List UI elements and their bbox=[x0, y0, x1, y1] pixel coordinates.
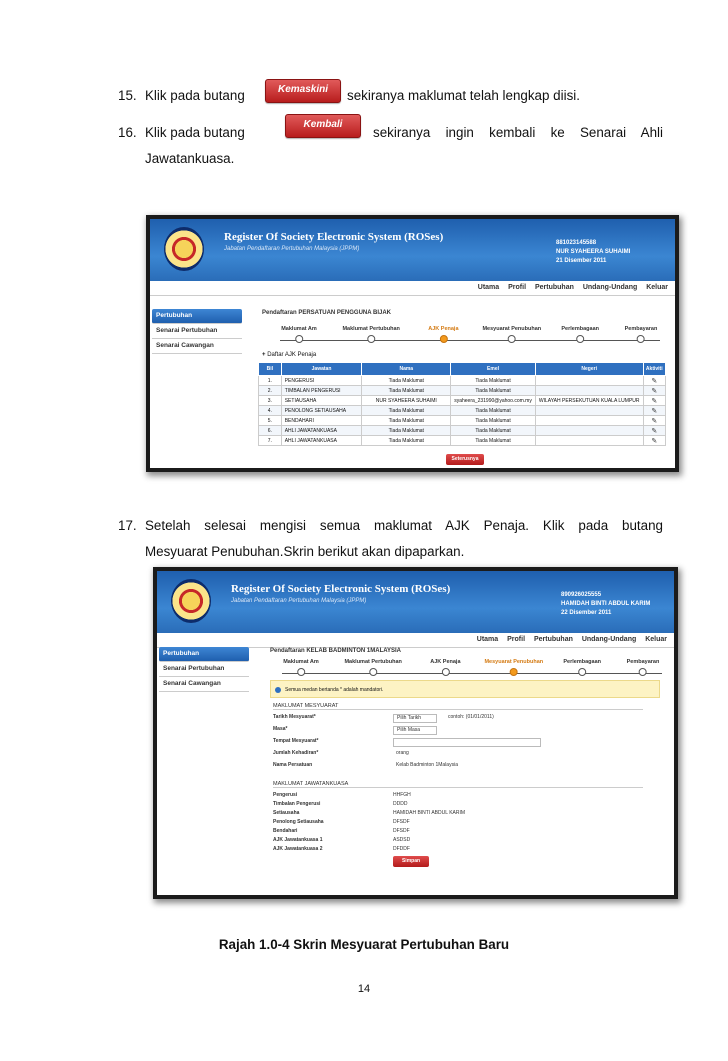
sidebar bbox=[159, 647, 249, 692]
col-nama: Nama bbox=[362, 363, 451, 376]
site-subtitle: Jabatan Pendaftaran Pertubuhan Malaysia (JPPM) bbox=[224, 246, 360, 252]
table-cell bbox=[535, 376, 643, 386]
committee-label: AJK Jawatankuasa 2 bbox=[273, 846, 323, 852]
table-row bbox=[259, 396, 666, 406]
table-cell: 4. bbox=[259, 406, 282, 416]
table-cell: PENOLONG SETIAUSAHA bbox=[281, 406, 362, 416]
step-dot bbox=[508, 335, 516, 343]
table-cell: TIMBALAN PENGERUSI bbox=[281, 386, 362, 396]
table-row bbox=[259, 416, 666, 426]
sidebar-item-senarai-pertubuhan[interactable]: Senarai Pertubuhan bbox=[152, 324, 242, 339]
table-cell bbox=[535, 436, 643, 446]
field-label: Tarikh Mesyuarat* bbox=[273, 714, 316, 720]
tab-pembayaran[interactable] bbox=[627, 659, 660, 676]
edit-icon[interactable]: ✎ bbox=[643, 376, 665, 386]
table-cell bbox=[535, 406, 643, 416]
site-title: Register Of Society Electronic System (ROSes) bbox=[231, 583, 451, 595]
menu-pertubuhan[interactable]: Pertubuhan bbox=[534, 284, 574, 291]
site-subtitle: Jabatan Pendaftaran Pertubuhan Malaysia (JPPM) bbox=[231, 598, 367, 604]
figure-caption: Rajah 1.0-4 Skrin Mesyuarat Pertubuhan Baru bbox=[218, 937, 510, 952]
table-cell: Tiada Maklumat bbox=[362, 386, 451, 396]
jppm-logo bbox=[164, 227, 204, 271]
tab-mesyuarat-penubuhan[interactable] bbox=[484, 659, 543, 676]
tab-label: Perlembagaan bbox=[563, 659, 601, 665]
seterusnya-button[interactable]: Seterusnya bbox=[446, 454, 484, 465]
field-label: Masa* bbox=[273, 726, 288, 732]
committee-label: Pengerusi bbox=[273, 792, 298, 798]
committee-row bbox=[273, 846, 643, 854]
tab-ajk-penaja[interactable] bbox=[428, 326, 458, 343]
field-input[interactable]: Kelab Badminton 1Malaysia bbox=[396, 762, 458, 768]
wizard-line bbox=[280, 340, 660, 341]
edit-icon[interactable]: ✎ bbox=[643, 426, 665, 436]
step-text: Setelah selesai mengisi semua maklumat AJK Penaja. Klik pada butang bbox=[145, 518, 663, 533]
menu-profil[interactable]: Profil bbox=[507, 636, 526, 643]
tab-maklumat-am[interactable] bbox=[283, 659, 319, 676]
step-number: 15. bbox=[118, 88, 137, 103]
col-negeri: Negeri bbox=[535, 363, 643, 376]
step-dot bbox=[639, 668, 647, 676]
committee-row bbox=[273, 792, 643, 800]
table-row bbox=[259, 406, 666, 416]
col-jawatan: Jawatan bbox=[281, 363, 362, 376]
page-number: 14 bbox=[357, 983, 371, 995]
table-cell: 3. bbox=[259, 396, 282, 406]
form-row bbox=[273, 726, 643, 734]
step-text: Klik pada butang bbox=[145, 125, 245, 140]
sidebar-item-pertubuhan[interactable]: Pertubuhan bbox=[152, 309, 242, 324]
committee-value: HHFGH bbox=[393, 792, 411, 798]
edit-icon[interactable]: ✎ bbox=[643, 386, 665, 396]
table-cell: Tiada Maklumat bbox=[451, 376, 536, 386]
tab-mesyuarat-penubuhan[interactable] bbox=[482, 326, 541, 343]
committee-value: DFDDF bbox=[393, 846, 410, 852]
step-dot bbox=[297, 668, 305, 676]
user-id: 890926025555 bbox=[561, 592, 602, 598]
section-maklumat-jawatankuasa: MAKLUMAT JAWATANKUASA bbox=[273, 781, 643, 788]
committee-row bbox=[273, 801, 643, 809]
sidebar-item-senarai-pertubuhan[interactable]: Senarai Pertubuhan bbox=[159, 662, 249, 677]
tab-label: Maklumat Am bbox=[281, 326, 317, 332]
table-cell: Tiada Maklumat bbox=[451, 426, 536, 436]
menu-utama[interactable]: Utama bbox=[476, 636, 499, 643]
form-row bbox=[273, 714, 643, 722]
table-row bbox=[259, 436, 666, 446]
tab-maklumat-am[interactable] bbox=[281, 326, 317, 343]
edit-icon[interactable]: ✎ bbox=[643, 436, 665, 446]
user-date: 22 Disember 2011 bbox=[561, 610, 612, 616]
table-cell: Tiada Maklumat bbox=[451, 436, 536, 446]
step-dot bbox=[637, 335, 645, 343]
screenshot-ajk-penaja bbox=[150, 219, 675, 468]
menu-utama[interactable]: Utama bbox=[477, 284, 500, 291]
step-17-line1 bbox=[118, 513, 663, 539]
edit-icon[interactable]: ✎ bbox=[643, 396, 665, 406]
plus-icon: + bbox=[262, 352, 266, 358]
col-bil: Bil bbox=[259, 363, 282, 376]
table-cell: 6. bbox=[259, 426, 282, 436]
user-date: 21 Disember 2011 bbox=[556, 258, 607, 264]
menu-keluar[interactable]: Keluar bbox=[645, 636, 667, 643]
tab-label: AJK Penaja bbox=[430, 659, 461, 665]
step-16-line2: Jawatankuasa. bbox=[145, 151, 235, 166]
sidebar-item-senarai-cawangan[interactable]: Senarai Cawangan bbox=[152, 339, 242, 354]
table-cell: AHLI JAWATANKUASA bbox=[281, 436, 362, 446]
tab-maklumat-pertubuhan[interactable] bbox=[342, 326, 399, 343]
table-cell: BENDAHARI bbox=[281, 416, 362, 426]
user-name: NUR SYAHEERA SUHAIMI bbox=[556, 249, 631, 255]
table-cell: 5. bbox=[259, 416, 282, 426]
user-id: 881023145588 bbox=[556, 240, 597, 246]
table-cell: Tiada Maklumat bbox=[451, 386, 536, 396]
wizard-steps bbox=[282, 659, 662, 679]
step-dot bbox=[576, 335, 584, 343]
tab-pembayaran[interactable] bbox=[625, 326, 658, 343]
panel-title: Pendaftaran PERSATUAN PENGGUNA BIJAK bbox=[262, 310, 392, 316]
notice-box bbox=[270, 680, 660, 698]
kemaskini-button-image: Kemaskini bbox=[265, 79, 341, 103]
top-menu bbox=[157, 633, 674, 648]
edit-icon[interactable]: ✎ bbox=[643, 406, 665, 416]
menu-keluar[interactable]: Keluar bbox=[646, 284, 668, 291]
add-ajk-label: Daftar AJK Penaja bbox=[267, 352, 317, 358]
step-number: 16. bbox=[118, 125, 137, 140]
step-dot bbox=[295, 335, 303, 343]
table-cell: 7. bbox=[259, 436, 282, 446]
ajk-table bbox=[258, 362, 666, 446]
table-cell: PENGERUSI bbox=[281, 376, 362, 386]
table-cell: SETIAUSAHA bbox=[281, 396, 362, 406]
committee-value: DFSDF bbox=[393, 819, 410, 825]
committee-row bbox=[273, 810, 643, 818]
tab-label: Maklumat Pertubuhan bbox=[344, 659, 402, 665]
field-label: Nama Persatuan bbox=[273, 762, 313, 768]
step-dot bbox=[367, 335, 375, 343]
table-row bbox=[259, 426, 666, 436]
table-cell: Tiada Maklumat bbox=[362, 436, 451, 446]
field-hint: contoh: (01/01/2011) bbox=[448, 714, 494, 720]
tab-label: Pembayaran bbox=[626, 659, 660, 665]
site-header bbox=[157, 571, 674, 633]
user-name: HAMIDAH BINTI ABDUL KARIM bbox=[561, 601, 651, 607]
committee-value: HAMIDAH BINTI ABDUL KARIM bbox=[393, 810, 466, 816]
screenshot-mesyuarat-penubuhan bbox=[157, 571, 674, 895]
committee-label: Timbalan Pengerusi bbox=[273, 801, 321, 807]
table-cell: Tiada Maklumat bbox=[362, 406, 451, 416]
committee-row bbox=[273, 828, 643, 836]
table-cell: 1. bbox=[259, 376, 282, 386]
table-row bbox=[259, 386, 666, 396]
field-input[interactable]: Pilih Masa bbox=[393, 726, 437, 735]
form-row bbox=[273, 750, 643, 758]
committee-value: DDDD bbox=[393, 801, 408, 807]
table-cell bbox=[535, 386, 643, 396]
sidebar bbox=[152, 309, 242, 354]
site-title: Register Of Society Electronic System (ROSes) bbox=[224, 231, 444, 243]
step-17-line2: Mesyuarat Penubuhan.Skrin berikut akan dipaparkan. bbox=[145, 544, 465, 559]
step-16-after: sekiranya ingin kembali ke Senarai Ahli bbox=[373, 125, 663, 140]
table-cell: Tiada Maklumat bbox=[362, 426, 451, 436]
table-cell: 2. bbox=[259, 386, 282, 396]
col-emel: Emel bbox=[451, 363, 536, 376]
step-dot bbox=[578, 668, 586, 676]
committee-row bbox=[273, 837, 643, 845]
menu-undang-undang[interactable]: Undang-Undang bbox=[581, 636, 637, 643]
committee-row bbox=[273, 819, 643, 827]
tab-label: Pembayaran bbox=[624, 326, 658, 332]
table-cell: NUR SYAHEERA SUHAIMI bbox=[362, 396, 451, 406]
tab-ajk-penaja[interactable] bbox=[430, 659, 460, 676]
sidebar-item-pertubuhan[interactable]: Pertubuhan bbox=[159, 647, 249, 662]
form-row bbox=[273, 738, 643, 746]
sidebar-item-senarai-cawangan[interactable]: Senarai Cawangan bbox=[159, 677, 249, 692]
field-input[interactable]: Pilih Tarikh bbox=[393, 714, 437, 723]
table-cell: Tiada Maklumat bbox=[451, 416, 536, 426]
tab-perlembagaan[interactable] bbox=[563, 659, 601, 676]
col-aktiviti: Aktiviti bbox=[643, 363, 665, 376]
site-header bbox=[150, 219, 675, 281]
step-dot bbox=[441, 668, 449, 676]
kembali-button-image: Kembali bbox=[285, 114, 361, 138]
top-menu bbox=[150, 281, 675, 296]
committee-label: Setiausaha bbox=[273, 810, 300, 816]
tab-label: Maklumat Am bbox=[283, 659, 319, 665]
menu-pertubuhan[interactable]: Pertubuhan bbox=[533, 636, 573, 643]
step-dot bbox=[439, 335, 447, 343]
menu-undang-undang[interactable]: Undang-Undang bbox=[582, 284, 638, 291]
tab-label: AJK Penaja bbox=[428, 326, 459, 332]
table-cell: syaheera_231990@yahoo.com.my bbox=[451, 396, 536, 406]
field-input[interactable]: orang bbox=[396, 750, 409, 756]
step-dot bbox=[369, 668, 377, 676]
table-cell: AHLI JAWATANKUASA bbox=[281, 426, 362, 436]
table-cell: Tiada Maklumat bbox=[362, 376, 451, 386]
committee-value: ASDSD bbox=[393, 837, 411, 843]
field-input[interactable] bbox=[393, 738, 541, 747]
tab-label: Mesyuarat Penubuhan bbox=[482, 326, 542, 332]
section-maklumat-mesyuarat: MAKLUMAT MESYUARAT bbox=[273, 703, 643, 710]
notice-text: Semua medan bertanda * adalah mandatori. bbox=[285, 687, 384, 693]
tab-perlembagaan[interactable] bbox=[561, 326, 599, 343]
table-cell bbox=[535, 416, 643, 426]
add-ajk-link[interactable] bbox=[262, 352, 316, 358]
tab-maklumat-pertubuhan[interactable] bbox=[344, 659, 401, 676]
table-cell: WILAYAH PERSEKUTUAN KUALA LUMPUR bbox=[535, 396, 643, 406]
step-15-after: sekiranya maklumat telah lengkap diisi. bbox=[347, 88, 580, 103]
tab-label: Perlembagaan bbox=[561, 326, 599, 332]
jppm-logo bbox=[171, 579, 211, 623]
step-dot bbox=[510, 668, 518, 676]
wizard-steps bbox=[280, 326, 660, 346]
tab-label: Mesyuarat Penubuhan bbox=[484, 659, 544, 665]
table-cell: Tiada Maklumat bbox=[362, 416, 451, 426]
table-cell bbox=[535, 426, 643, 436]
panel-title: Pendaftaran KELAB BADMINTON 1MALAYSIA bbox=[270, 648, 402, 654]
form-row bbox=[273, 762, 643, 770]
step-number: 17. bbox=[118, 518, 137, 533]
step-text: Klik pada butang bbox=[145, 88, 245, 103]
table-row bbox=[259, 376, 666, 386]
committee-label: AJK Jawatankuasa 1 bbox=[273, 837, 323, 843]
committee-value: DFSDF bbox=[393, 828, 410, 834]
field-label: Tempat Mesyuarat* bbox=[273, 738, 319, 744]
table-cell: Tiada Maklumat bbox=[451, 406, 536, 416]
tab-label: Maklumat Pertubuhan bbox=[342, 326, 400, 332]
field-label: Jumlah Kehadiran* bbox=[273, 750, 319, 756]
simpan-button[interactable]: Simpan bbox=[393, 856, 429, 867]
menu-profil[interactable]: Profil bbox=[508, 284, 527, 291]
edit-icon[interactable]: ✎ bbox=[643, 416, 665, 426]
committee-label: Bendahari bbox=[273, 828, 298, 834]
committee-label: Penolong Setiausaha bbox=[273, 819, 324, 825]
wizard-line bbox=[282, 673, 662, 674]
info-icon bbox=[275, 687, 281, 693]
